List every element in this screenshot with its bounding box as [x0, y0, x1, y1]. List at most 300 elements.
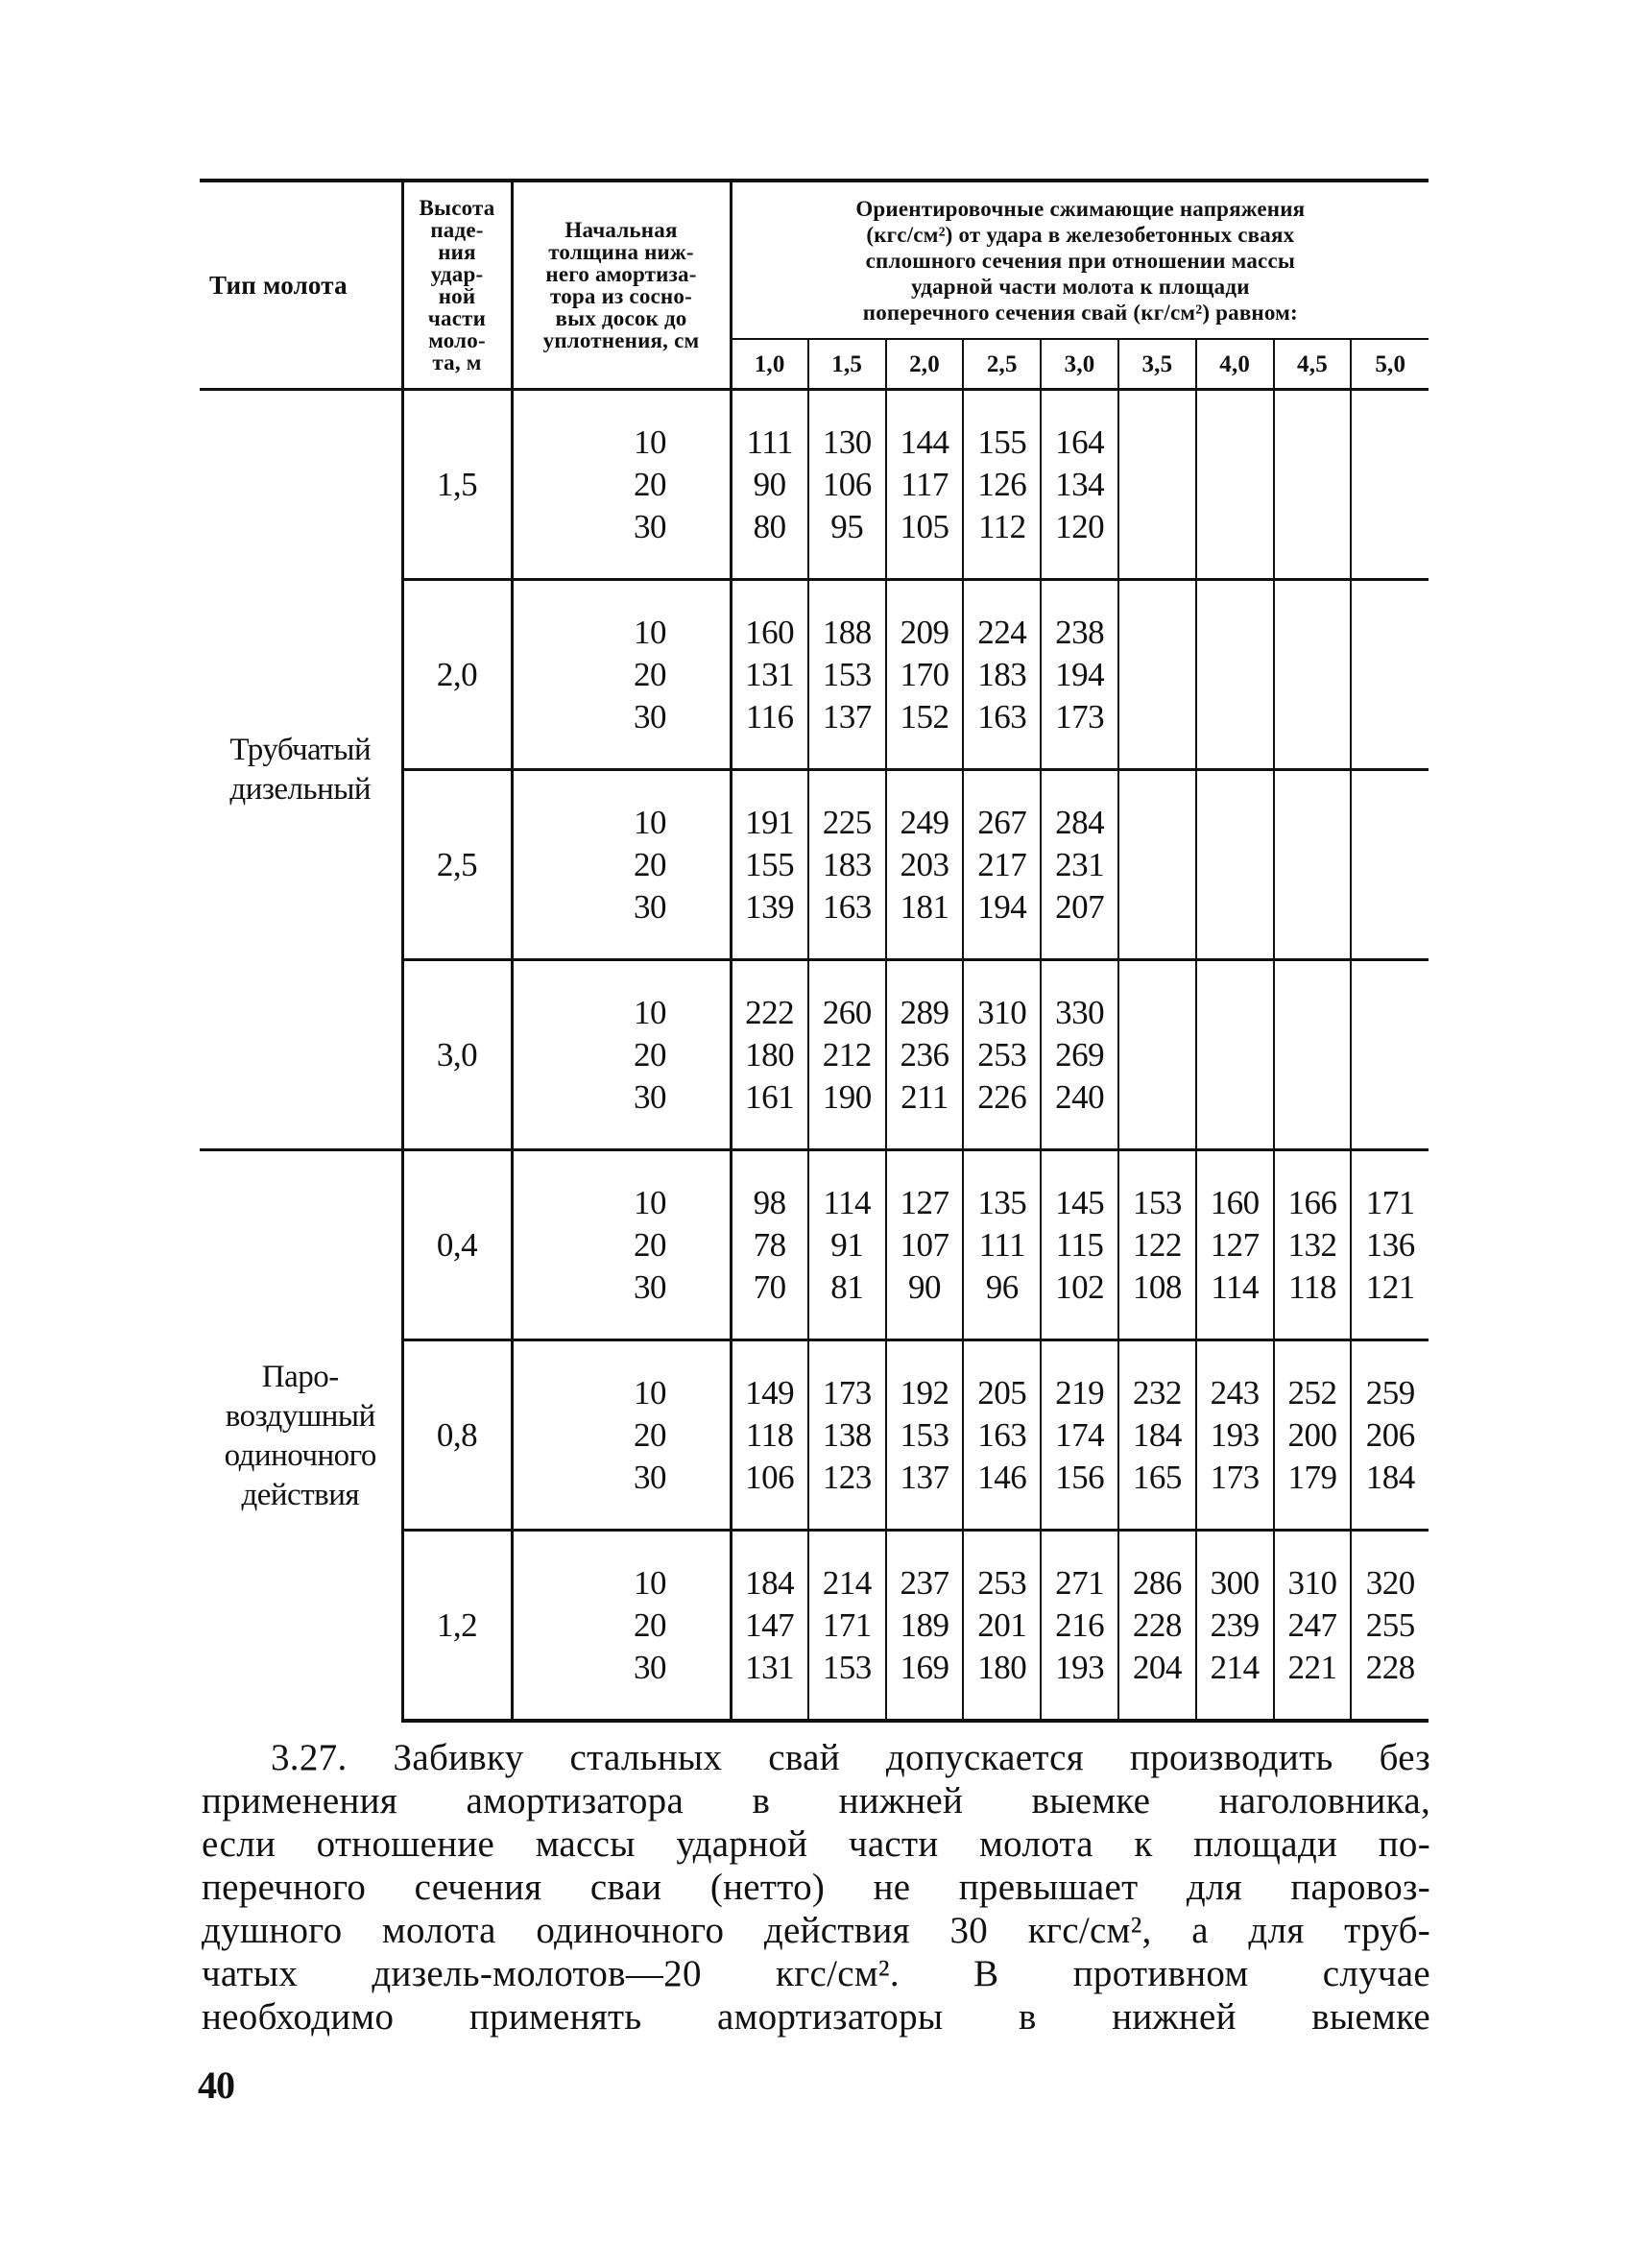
stress-value [1275, 422, 1351, 464]
stress-value-cell [1274, 580, 1352, 770]
stress-value: 171 [822, 1605, 872, 1644]
stress-value: 114 [823, 1183, 872, 1221]
paragraph-3-27 [202, 1736, 1430, 2039]
stress-value [1352, 506, 1429, 548]
stress-value [1197, 844, 1273, 886]
stress-value-cell [1041, 770, 1118, 960]
stress-value-cell [1118, 580, 1196, 770]
stress-value: 144 [900, 422, 949, 461]
stress-value-cell [731, 960, 808, 1150]
stress-value-cell [1274, 770, 1352, 960]
stress-value: 209 [900, 613, 949, 651]
stress-value: 267 [977, 803, 1027, 841]
fall-height-cell: 1,2 [402, 1531, 512, 1722]
stress-value: 236 [900, 1035, 949, 1074]
stress-value: 78 [753, 1225, 786, 1264]
ratio-header: 4,0 [1196, 339, 1274, 390]
stress-value: 214 [1210, 1648, 1260, 1686]
thickness-cell [512, 1150, 731, 1340]
fall-height-cell: 2,0 [402, 580, 512, 770]
text-line: 30 [634, 1648, 666, 1686]
text-line: тора из сосно- [550, 284, 692, 308]
text-line: удар- [430, 262, 484, 286]
stress-value [1119, 506, 1195, 548]
stress-value-cell [886, 1531, 964, 1722]
stress-value [1352, 1076, 1429, 1119]
stress-value: 155 [977, 422, 1027, 461]
stress-value-cell [808, 1150, 886, 1340]
stress-value [1119, 844, 1195, 886]
stress-value-cell [963, 390, 1041, 580]
stress-value: 153 [822, 655, 872, 693]
stress-value: 204 [1132, 1648, 1182, 1686]
stress-value-cell [963, 1531, 1041, 1722]
stress-value-cell [886, 770, 964, 960]
stress-value: 137 [822, 697, 872, 736]
stress-value: 183 [977, 655, 1027, 693]
stress-value: 161 [745, 1077, 795, 1116]
stress-value: 102 [1055, 1267, 1105, 1306]
stress-value: 174 [1055, 1415, 1105, 1454]
stress-value-cell [808, 1340, 886, 1531]
stress-value [1197, 422, 1273, 464]
stress-value: 134 [1055, 465, 1105, 503]
stress-value [1197, 1034, 1273, 1076]
stress-value: 165 [1132, 1458, 1182, 1496]
table-row [200, 1150, 1429, 1340]
stress-value [1352, 612, 1429, 654]
stress-value-cell [808, 1531, 886, 1722]
stress-value: 200 [1287, 1415, 1337, 1454]
ratio-header: 3,5 [1118, 339, 1196, 390]
stress-value: 217 [977, 845, 1027, 883]
paragraph-line: применения амортизатора в нижней выемке наголовника, [202, 1780, 1430, 1822]
stress-value: 160 [745, 613, 795, 651]
stress-value: 310 [1287, 1563, 1337, 1602]
paragraph-line: перечного сечения сваи (нетто) не превышает для паровоз- [202, 1867, 1430, 1908]
stress-value: 180 [745, 1035, 795, 1074]
stress-value-cell [886, 1340, 964, 1531]
stress-value-cell [1041, 960, 1118, 1150]
text-line: та, м [432, 350, 482, 374]
stress-value-cell [1351, 960, 1429, 1150]
stress-value: 216 [1055, 1605, 1105, 1644]
stress-value: 173 [822, 1373, 872, 1411]
stress-value-cell [731, 1340, 808, 1531]
text-line: (кгс/см²) от удара в железобетонных сваях [866, 222, 1295, 247]
stress-value: 121 [1365, 1267, 1415, 1306]
stress-value: 253 [977, 1035, 1027, 1074]
stress-value [1275, 612, 1351, 654]
stress-value: 184 [1132, 1415, 1182, 1454]
stress-value: 221 [1287, 1648, 1337, 1686]
stress-value-cell [1041, 390, 1118, 580]
text-line: Паро- [261, 1359, 339, 1394]
stress-value [1197, 992, 1273, 1034]
stress-value-cell [1041, 580, 1118, 770]
text-line: него амортиза- [545, 262, 697, 286]
ratio-header: 2,5 [963, 339, 1041, 390]
stress-value: 118 [745, 1415, 794, 1454]
stress-value-cell [1196, 1150, 1274, 1340]
stress-value: 240 [1055, 1077, 1105, 1116]
stress-value-cell [1041, 1150, 1118, 1340]
stress-value: 231 [1055, 845, 1105, 883]
stress-value: 190 [822, 1077, 872, 1116]
stress-value-cell [1196, 770, 1274, 960]
stress-value [1119, 886, 1195, 929]
thickness-cell [512, 390, 731, 580]
stress-value: 111 [746, 422, 793, 461]
stress-value: 163 [977, 1415, 1027, 1454]
stress-value [1352, 886, 1429, 929]
stress-value-cell [808, 770, 886, 960]
stress-value: 108 [1132, 1267, 1182, 1306]
stress-value-cell [963, 1340, 1041, 1531]
stress-value: 169 [900, 1648, 949, 1686]
paragraph-line: душного молота одиночного действия 30 кгс/см², а для труб- [202, 1910, 1430, 1951]
fall-height-cell: 1,5 [402, 390, 512, 580]
fall-height-cell: 0,8 [402, 1340, 512, 1531]
ratio-header: 1,5 [808, 339, 886, 390]
stress-value: 131 [745, 1648, 795, 1686]
text-line: действия [241, 1477, 360, 1512]
text-line: Начальная [564, 218, 678, 242]
ratio-header: 5,0 [1351, 339, 1429, 390]
stress-value-cell [808, 960, 886, 1150]
stress-value: 90 [753, 465, 786, 503]
stress-value-cell [1118, 770, 1196, 960]
text-line: толщина ниж- [548, 240, 694, 264]
stress-value: 115 [1055, 1225, 1104, 1264]
stress-value: 153 [1132, 1183, 1182, 1221]
stress-value: 214 [822, 1563, 872, 1602]
stress-value: 211 [901, 1077, 949, 1116]
paragraph-line: 3.27. Забивку стальных свай допускается производить без [271, 1737, 1430, 1778]
stress-value: 330 [1055, 993, 1105, 1031]
stress-value: 96 [985, 1267, 1019, 1306]
stress-value-cell [1274, 1150, 1352, 1340]
stress-value: 310 [977, 993, 1027, 1031]
stress-value: 253 [977, 1563, 1027, 1602]
stress-value-cell [1196, 1340, 1274, 1531]
stress-value: 224 [977, 613, 1027, 651]
stress-value: 207 [1055, 887, 1105, 926]
stress-value: 95 [830, 507, 864, 545]
stress-value [1275, 1076, 1351, 1119]
stress-value: 163 [822, 887, 872, 926]
text-line: вых досок до [555, 306, 687, 330]
text-line: ния [438, 240, 476, 264]
stress-value-cell [1118, 1340, 1196, 1531]
stress-value: 107 [900, 1225, 949, 1264]
stress-value [1275, 464, 1351, 506]
text-line: сплошного сечения при отношении массы [865, 248, 1296, 273]
stress-value: 137 [900, 1458, 949, 1496]
stress-value: 145 [1055, 1183, 1105, 1221]
stress-value: 228 [1132, 1605, 1182, 1644]
stress-value [1352, 1034, 1429, 1076]
stress-value-cell [1196, 390, 1274, 580]
text-line: 30 [634, 507, 666, 545]
text-line: 30 [634, 887, 666, 926]
stress-value [1275, 696, 1351, 738]
stress-value: 123 [822, 1458, 872, 1496]
text-line: дизельный [229, 771, 372, 807]
stress-value: 139 [745, 887, 795, 926]
text-line: уплотнения, см [542, 328, 700, 352]
stress-value: 131 [745, 655, 795, 693]
stress-value: 106 [745, 1458, 795, 1496]
stress-value: 136 [1365, 1225, 1415, 1264]
stress-value [1275, 1034, 1351, 1076]
stress-value [1119, 802, 1195, 844]
stress-value-cell [808, 390, 886, 580]
stress-value: 201 [977, 1605, 1027, 1644]
stress-value-cell [1118, 1150, 1196, 1340]
thickness-cell [512, 1340, 731, 1531]
stress-value: 225 [822, 803, 872, 841]
text-line: 10 [634, 803, 666, 841]
stress-value: 193 [1210, 1415, 1260, 1454]
stress-value: 70 [753, 1267, 786, 1306]
stress-value-cell [1118, 390, 1196, 580]
stress-value: 247 [1287, 1605, 1337, 1644]
stress-value [1197, 612, 1273, 654]
stress-value-cell [731, 1531, 808, 1722]
stress-value: 112 [977, 507, 1026, 545]
stress-value-cell [963, 1150, 1041, 1340]
text-line: 20 [634, 1415, 666, 1454]
table-row [200, 390, 1429, 580]
stress-value [1275, 654, 1351, 696]
stress-value [1352, 464, 1429, 506]
text-line: 10 [634, 1373, 666, 1411]
stress-value [1119, 992, 1195, 1034]
stress-value: 219 [1055, 1373, 1105, 1411]
text-line: части [427, 306, 487, 330]
stress-value-cell [1041, 1531, 1118, 1722]
stress-value: 170 [900, 655, 949, 693]
stress-value: 138 [822, 1415, 872, 1454]
stress-value: 147 [745, 1605, 795, 1644]
stress-value: 286 [1132, 1563, 1182, 1602]
stress-value: 163 [977, 697, 1027, 736]
stress-value [1352, 696, 1429, 738]
stress-value: 153 [822, 1648, 872, 1686]
stress-value: 194 [1055, 655, 1105, 693]
stress-value [1352, 992, 1429, 1034]
stress-value [1119, 1076, 1195, 1119]
stress-value: 81 [830, 1267, 864, 1306]
stress-value: 194 [977, 887, 1027, 926]
text-line: 30 [634, 1458, 666, 1496]
stress-value-cell [1351, 390, 1429, 580]
stress-value [1197, 1076, 1273, 1119]
stress-value [1275, 844, 1351, 886]
stress-value: 252 [1287, 1373, 1337, 1411]
text-line: 10 [634, 1183, 666, 1221]
stress-value: 155 [745, 845, 795, 883]
stress-value [1197, 886, 1273, 929]
stress-value [1119, 654, 1195, 696]
stress-value: 228 [1365, 1648, 1415, 1686]
stress-value: 164 [1055, 422, 1105, 461]
stress-value: 260 [822, 993, 872, 1031]
text-line: 30 [634, 697, 666, 736]
stress-value-cell [1274, 960, 1352, 1150]
stress-value-cell [1041, 1340, 1118, 1531]
text-line: моло- [428, 328, 486, 352]
stress-value-cell [731, 580, 808, 770]
thickness-cell [512, 1531, 731, 1722]
stress-value: 160 [1210, 1183, 1260, 1221]
stress-value: 238 [1055, 613, 1105, 651]
text-line: Трубчатый [229, 732, 372, 767]
text-line: 20 [634, 655, 666, 693]
stress-value-cell [886, 580, 964, 770]
fall-height-cell: 2,5 [402, 770, 512, 960]
stress-value: 149 [745, 1373, 795, 1411]
stress-value [1275, 506, 1351, 548]
stress-value: 152 [900, 697, 949, 736]
stress-value-cell [1351, 1340, 1429, 1531]
text-line: 10 [634, 613, 666, 651]
stress-value: 193 [1055, 1648, 1105, 1686]
stress-value [1119, 464, 1195, 506]
stress-value: 320 [1365, 1563, 1415, 1602]
thickness-cell [512, 770, 731, 960]
stress-value [1197, 696, 1273, 738]
text-line: ударной части молота к площади [911, 274, 1250, 299]
stress-value: 90 [907, 1267, 941, 1306]
stress-value: 132 [1287, 1225, 1337, 1264]
stress-value: 173 [1055, 697, 1105, 736]
text-line: ной [438, 284, 476, 308]
stress-value: 91 [830, 1225, 864, 1264]
stress-value: 191 [745, 803, 795, 841]
stress-value: 166 [1287, 1183, 1337, 1221]
stress-value-cell [1274, 1340, 1352, 1531]
stress-value [1352, 844, 1429, 886]
stress-value [1119, 422, 1195, 464]
stress-value-cell [731, 1150, 808, 1340]
stress-value-cell [1118, 1531, 1196, 1722]
stress-value: 130 [822, 422, 872, 461]
stress-value: 171 [1365, 1183, 1415, 1221]
thickness-cell [512, 960, 731, 1150]
fall-height-cell: 3,0 [402, 960, 512, 1150]
stress-value [1197, 802, 1273, 844]
ratio-header: 1,0 [731, 339, 808, 390]
table-body [200, 390, 1429, 1722]
text-line: одиночного [224, 1437, 376, 1473]
stress-value: 188 [822, 613, 872, 651]
ratio-header: 4,5 [1274, 339, 1352, 390]
text-line: 30 [634, 1077, 666, 1116]
hammer-type-cell [200, 390, 402, 1150]
stress-value [1275, 802, 1351, 844]
stress-value [1197, 464, 1273, 506]
stress-value [1352, 422, 1429, 464]
paragraph-line: если отношение массы ударной части молота к площади по- [202, 1823, 1430, 1865]
text-line: 20 [634, 1225, 666, 1264]
stress-value: 269 [1055, 1035, 1105, 1074]
stress-value-cell [1351, 1150, 1429, 1340]
text-line: поперечного сечения свай (кг/см²) равном: [862, 300, 1298, 325]
stress-value: 156 [1055, 1458, 1105, 1496]
text-line: 30 [634, 1267, 666, 1306]
stress-value-cell [1196, 960, 1274, 1150]
stress-value [1119, 696, 1195, 738]
stress-value-cell [1196, 580, 1274, 770]
stress-value: 259 [1365, 1373, 1415, 1411]
stress-value-cell [1351, 580, 1429, 770]
header-hammer-type: Тип молота [200, 181, 402, 390]
stress-value: 205 [977, 1373, 1027, 1411]
stress-value: 98 [753, 1183, 786, 1221]
stress-value: 117 [901, 465, 949, 503]
stress-value-cell [963, 580, 1041, 770]
stress-value-cell [808, 580, 886, 770]
stress-value: 232 [1132, 1373, 1182, 1411]
stress-value: 106 [822, 465, 872, 503]
stress-value [1119, 612, 1195, 654]
paragraph-line: чатых дизель-молотов—20 кгс/см². В противном случае [202, 1953, 1430, 1994]
stress-value: 181 [900, 887, 949, 926]
text-line: Ориентировочные сжимающие напряжения [855, 196, 1306, 221]
stress-value-cell [886, 960, 964, 1150]
stress-value: 226 [977, 1077, 1027, 1116]
text-line: 10 [634, 993, 666, 1031]
text-line: 20 [634, 1605, 666, 1644]
text-line: 20 [634, 845, 666, 883]
stress-value: 203 [900, 845, 949, 883]
stress-value: 212 [822, 1035, 872, 1074]
stress-value-cell [963, 770, 1041, 960]
text-line: воздушный [225, 1398, 375, 1434]
text-line: 20 [634, 465, 666, 503]
text-line: Высота [419, 196, 495, 220]
ratio-header: 3,0 [1041, 339, 1118, 390]
stress-value: 284 [1055, 803, 1105, 841]
stress-value: 111 [978, 1225, 1025, 1264]
stress-value-cell [1351, 1531, 1429, 1722]
stress-value: 114 [1211, 1267, 1260, 1306]
stress-value: 127 [900, 1183, 949, 1221]
stress-value-cell [731, 770, 808, 960]
stress-value: 184 [1365, 1458, 1415, 1496]
stress-value: 249 [900, 803, 949, 841]
stress-value: 184 [745, 1563, 795, 1602]
stress-value: 243 [1210, 1373, 1260, 1411]
stress-value: 173 [1210, 1458, 1260, 1496]
hammer-stress-table [200, 179, 1429, 1723]
fall-height-cell: 0,4 [402, 1150, 512, 1340]
stress-value: 118 [1288, 1267, 1336, 1306]
text-line: паде- [430, 218, 484, 242]
stress-value: 183 [822, 845, 872, 883]
stress-value-cell [1274, 390, 1352, 580]
stress-value: 255 [1365, 1605, 1415, 1644]
stress-value: 153 [900, 1415, 949, 1454]
stress-value: 126 [977, 465, 1027, 503]
stress-value-cell [886, 1150, 964, 1340]
ratio-header: 2,0 [886, 339, 964, 390]
stress-value [1119, 1034, 1195, 1076]
header-compressive-stress [731, 181, 1429, 339]
stress-value: 127 [1210, 1225, 1260, 1264]
